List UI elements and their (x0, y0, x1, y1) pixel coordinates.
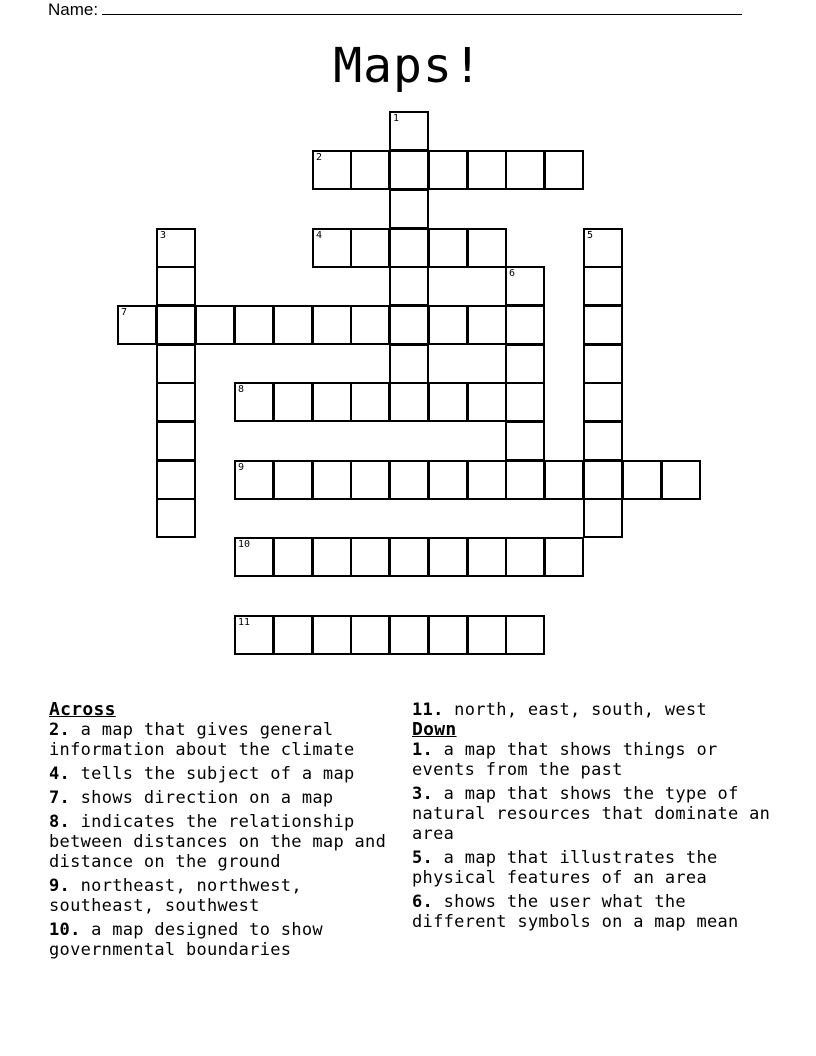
grid-cell[interactable] (273, 615, 313, 655)
grid-cell[interactable] (273, 382, 313, 422)
grid-cell[interactable] (389, 150, 429, 190)
grid-cell[interactable] (234, 460, 274, 500)
cell-number: 1 (393, 113, 400, 124)
grid-cell[interactable] (467, 537, 507, 577)
clue-text: a map that illustrates the physical features of an area (412, 848, 718, 888)
grid-cell[interactable] (350, 537, 390, 577)
grid-cell[interactable] (467, 382, 507, 422)
clue-across (49, 788, 401, 808)
grid-cell[interactable] (505, 460, 545, 500)
grid-cell[interactable] (505, 305, 545, 345)
clue-across (49, 812, 401, 872)
grid-cell[interactable] (583, 460, 623, 500)
grid-cell[interactable] (467, 228, 507, 268)
grid-cell[interactable] (273, 460, 313, 500)
cell-number: 7 (121, 307, 128, 318)
grid-cell[interactable] (544, 537, 584, 577)
grid-cell[interactable] (622, 460, 662, 500)
grid-cell[interactable] (505, 344, 545, 384)
grid-cell[interactable] (273, 305, 313, 345)
grid-cell[interactable] (350, 150, 390, 190)
grid-cell[interactable] (389, 615, 429, 655)
grid-cell[interactable] (312, 382, 352, 422)
grid-cell[interactable] (350, 382, 390, 422)
cell-number: 10 (238, 539, 251, 550)
grid-cell[interactable] (389, 537, 429, 577)
clue-number: 7. (49, 788, 71, 808)
grid-cell[interactable] (389, 228, 429, 268)
grid-cell[interactable] (505, 150, 545, 190)
grid-cell[interactable] (312, 150, 352, 190)
grid-cell[interactable] (389, 382, 429, 422)
grid-cell[interactable] (234, 615, 274, 655)
grid-cell[interactable] (350, 228, 390, 268)
grid-cell[interactable] (234, 305, 274, 345)
across-heading: Across (49, 699, 116, 720)
clue-text: north, east, south, west (454, 700, 707, 720)
clue-across (49, 920, 401, 960)
down-heading: Down (412, 719, 457, 740)
grid-cell[interactable] (273, 537, 313, 577)
grid-cell[interactable] (312, 537, 352, 577)
cell-number: 9 (238, 462, 245, 473)
cell-number: 4 (316, 230, 323, 241)
grid-cell[interactable] (350, 305, 390, 345)
grid-cell[interactable] (583, 305, 623, 345)
clue-number: 11. (412, 700, 444, 720)
clue-text: a map that gives general information about the climate (49, 720, 355, 760)
grid-cell[interactable] (195, 305, 235, 345)
grid-cell[interactable] (428, 615, 468, 655)
grid-cell[interactable] (156, 421, 196, 461)
clue-number: 4. (49, 764, 71, 784)
grid-cell[interactable] (234, 382, 274, 422)
cell-number: 6 (509, 268, 516, 279)
cell-number: 3 (160, 230, 167, 241)
grid-cell[interactable] (583, 266, 623, 306)
grid-cell[interactable] (156, 266, 196, 306)
grid-cell[interactable] (467, 460, 507, 500)
grid-cell[interactable] (389, 460, 429, 500)
clue-text: shows the user what the different symbols on a map mean (412, 892, 739, 932)
grid-cell[interactable] (544, 150, 584, 190)
clue-text: northeast, northwest, southeast, southwest (49, 876, 302, 916)
clue-across (49, 720, 401, 760)
grid-cell[interactable] (312, 305, 352, 345)
grid-cell[interactable] (505, 615, 545, 655)
cell-number: 2 (316, 152, 323, 163)
grid-cell[interactable] (661, 460, 701, 500)
clue-number: 1. (412, 740, 434, 760)
clue-text: indicates the relationship between distances on the map and distance on the ground (49, 812, 387, 872)
grid-cell[interactable] (505, 382, 545, 422)
grid-cell[interactable] (234, 537, 274, 577)
grid-cell[interactable] (156, 344, 196, 384)
clue-text: tells the subject of a map (80, 764, 355, 784)
grid-cell[interactable] (467, 150, 507, 190)
clues-column-left (49, 700, 401, 964)
grid-cell[interactable] (505, 537, 545, 577)
grid-cell[interactable] (583, 498, 623, 538)
grid-cell[interactable] (156, 382, 196, 422)
clue-down (412, 848, 782, 888)
clue-number: 8. (49, 812, 71, 832)
grid-cell[interactable] (583, 228, 623, 268)
grid-cell[interactable] (156, 460, 196, 500)
grid-cell[interactable] (428, 150, 468, 190)
grid-cell[interactable] (505, 421, 545, 461)
cell-number: 8 (238, 384, 245, 395)
clue-across (49, 876, 401, 916)
grid-cell[interactable] (428, 537, 468, 577)
grid-cell[interactable] (544, 460, 584, 500)
clue-down (412, 740, 782, 780)
grid-cell[interactable] (505, 266, 545, 306)
clue-down (412, 892, 782, 932)
grid-cell[interactable] (156, 305, 196, 345)
clue-text: a map that shows things or events from the past (412, 740, 718, 780)
grid-cell[interactable] (428, 460, 468, 500)
grid-cell[interactable] (389, 266, 429, 306)
clue-number: 2. (49, 720, 71, 740)
grid-cell[interactable] (583, 421, 623, 461)
clue-number: 9. (49, 876, 71, 896)
clue-text: a map that shows the type of natural resources that dominate an area (412, 784, 771, 844)
clue-number: 6. (412, 892, 434, 912)
grid-cell[interactable] (350, 615, 390, 655)
grid-cell[interactable] (467, 305, 507, 345)
cell-number: 11 (238, 617, 251, 628)
grid-cell[interactable] (389, 189, 429, 229)
grid-cell[interactable] (117, 305, 157, 345)
clue-across (412, 700, 782, 720)
grid-cell[interactable] (389, 344, 429, 384)
grid-cell[interactable] (156, 228, 196, 268)
grid-cell[interactable] (389, 305, 429, 345)
clue-text: a map designed to show governmental boundaries (49, 920, 323, 960)
clue-text: shows direction on a map (80, 788, 334, 808)
clue-down (412, 784, 782, 844)
grid-cell[interactable] (156, 498, 196, 538)
grid-cell[interactable] (428, 228, 468, 268)
cell-number: 5 (587, 230, 594, 241)
grid-cell[interactable] (583, 382, 623, 422)
clues-column-right (412, 700, 782, 936)
clue-number: 5. (412, 848, 434, 868)
name-label: Name: (48, 0, 99, 19)
grid-cell[interactable] (428, 382, 468, 422)
page-title: Maps! (333, 38, 483, 94)
clue-number: 10. (49, 920, 81, 940)
clue-number: 3. (412, 784, 434, 804)
clue-across (49, 764, 401, 784)
grid-cell[interactable] (583, 344, 623, 384)
grid-cell[interactable] (389, 111, 429, 151)
grid-cell[interactable] (312, 460, 352, 500)
grid-cell[interactable] (312, 228, 352, 268)
grid-cell[interactable] (312, 615, 352, 655)
grid-cell[interactable] (350, 460, 390, 500)
grid-cell[interactable] (428, 305, 468, 345)
grid-cell[interactable] (467, 615, 507, 655)
